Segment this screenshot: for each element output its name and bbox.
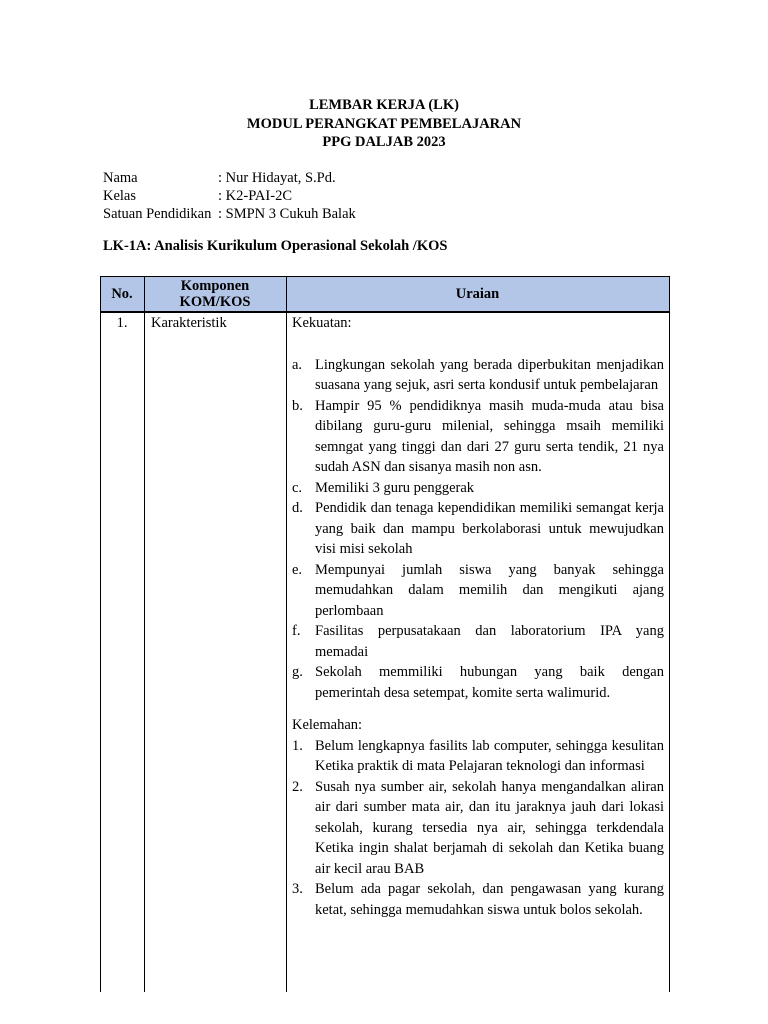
list-marker: 3. (292, 881, 303, 897)
list-marker: 2. (292, 778, 303, 795)
identity-value: : K2-PAI-2C (218, 188, 292, 204)
list-marker: e. (292, 561, 303, 578)
analysis-table (100, 276, 670, 992)
identity-value: : Nur Hidayat, S.Pd. (218, 170, 336, 186)
list-item (292, 736, 664, 777)
list-text: Susah nya sumber air, sekolah hanya mengandalkan aliran air dari sumber mata air, dan itu jaraknya jauh dari lokasi sekolah, kurang tersedia nya air, sehingga terkdendala Ketika ingin shalat berjamah di sekolah dan Ketika buang air kecil arau BAB (315, 778, 664, 877)
list-item (292, 498, 664, 560)
list-item (292, 355, 664, 396)
kelemahan-label: Kelemahan: (292, 717, 363, 733)
list-marker: 1. (292, 737, 303, 754)
identity-value: : SMPN 3 Cukuh Balak (218, 206, 356, 222)
list-marker: a. (292, 356, 303, 373)
list-text: Hampir 95 % pendidiknya masih muda-muda atau bisa dibilang guru-guru milenial, sehingga msaih memiliki semngat yang tinggi dan dari 27 guru serta tendik, 21 nya sudah ASN dan sisanya masih non asn. (315, 397, 664, 475)
list-item (292, 662, 664, 703)
header-no: No. (111, 286, 133, 302)
list-item (292, 396, 664, 478)
section-title: LK-1A: Analisis Kurikulum Operasional Sekolah /KOS (103, 238, 448, 254)
list-marker: f. (292, 623, 301, 639)
list-marker: b. (292, 397, 303, 414)
list-text: Belum lengkapnya fasilits lab computer, sehingga kesulitan Ketika praktik di mata Pelajaran teknologi dan informasi (315, 737, 664, 774)
list-text: Pendidik dan tenaga kependidikan memiliki semangat kerja yang baik dan mampu berkolaborasi untuk mewujudkan visi misi sekolah (315, 500, 664, 557)
list-item (292, 777, 664, 880)
list-text: Lingkungan sekolah yang berada diperbukitan menjadikan suasana yang sejuk, asri serta kondusif untuk pembelajaran (315, 356, 664, 393)
doc-program: PPG DALJAB 2023 (322, 134, 446, 150)
list-item (292, 560, 664, 622)
list-item (292, 621, 664, 662)
kekuatan-list (292, 355, 664, 704)
identity-label: Nama (103, 170, 138, 186)
doc-subtitle: MODUL PERANGKAT PEMBELAJARAN (246, 116, 522, 132)
header-komponen: Komponen KOM/KOS (179, 278, 251, 310)
list-text: Belum ada pagar sekolah, dan pengawasan yang kurang ketat, sehingga memudahkan siswa untuk bolos sekolah. (315, 881, 664, 918)
list-text: Sekolah memmiliki hubungan yang baik dengan pemerintah desa setempat, komite serta walimurid. (315, 664, 664, 701)
list-marker: g. (292, 664, 303, 680)
list-item (292, 879, 664, 920)
identity-label: Satuan Pendidikan (103, 206, 212, 222)
list-text: Fasilitas perpusatakaan dan laboratorium IPA yang memadai (315, 623, 664, 660)
kelemahan-list (292, 736, 664, 921)
table-border-left (100, 276, 101, 992)
list-marker: d. (292, 500, 303, 516)
column-divider (144, 276, 145, 992)
header-uraian: Uraian (455, 286, 500, 302)
table-border-right (669, 276, 670, 992)
row-number: 1. (116, 315, 128, 331)
list-text: Mempunyai jumlah siswa yang banyak sehingga memudahkan dalam memilih dan mengikuti ajang perlombaan (315, 561, 664, 619)
row-uraian (292, 313, 664, 920)
kekuatan-label: Kekuatan: (292, 315, 352, 331)
list-text: Memiliki 3 guru penggerak (315, 479, 475, 496)
list-marker: c. (292, 479, 303, 496)
list-item (292, 478, 664, 499)
doc-title: LEMBAR KERJA (LK) (309, 97, 459, 113)
column-divider (286, 276, 287, 992)
identity-label: Kelas (103, 188, 137, 204)
row-komponen: Karakteristik (151, 315, 227, 331)
